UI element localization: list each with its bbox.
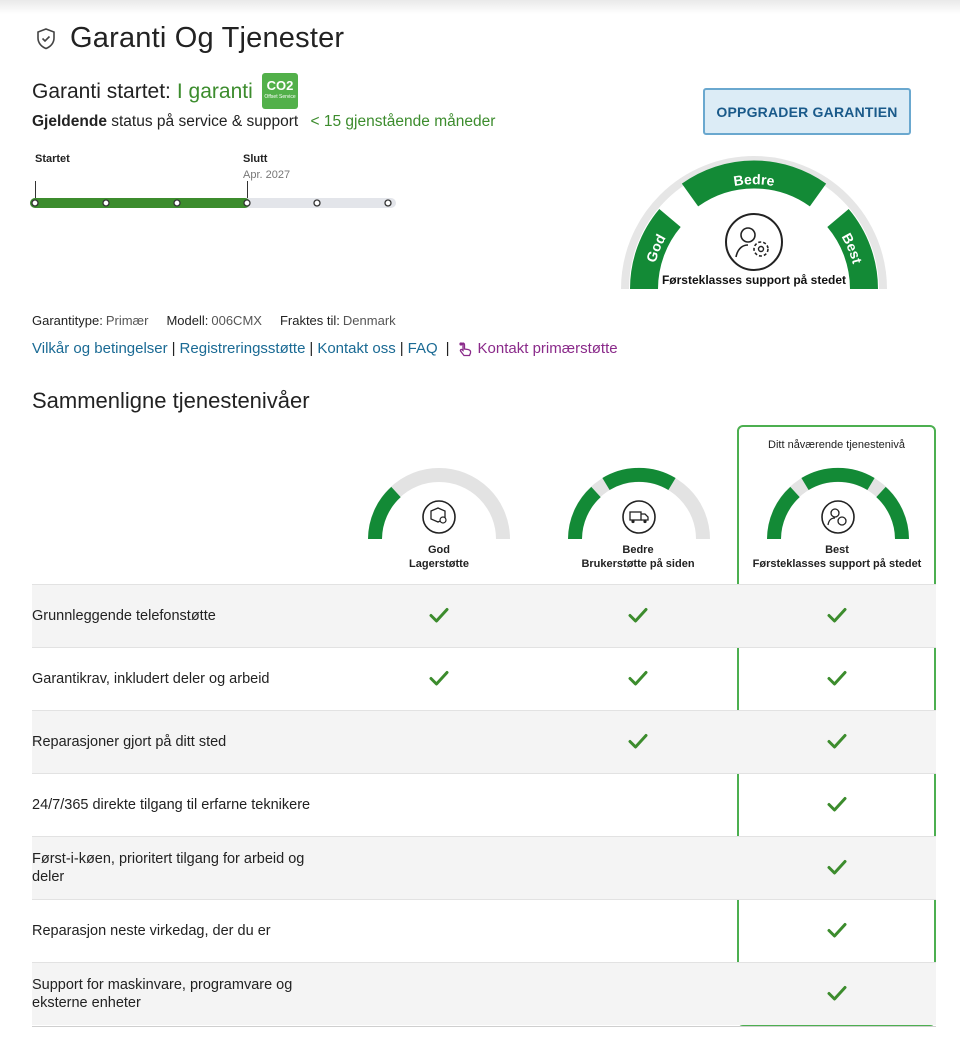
- table-row: [32, 899, 936, 962]
- level-name: Bedre: [622, 544, 654, 556]
- ship-to: [280, 313, 396, 328]
- gauge-label-best: Best: [838, 230, 866, 266]
- table-row: [32, 773, 936, 836]
- warranty-state: I garanti: [176, 80, 253, 103]
- contact-link[interactable]: Kontakt oss: [317, 340, 396, 357]
- checkmark-icon: [826, 982, 848, 1004]
- compare-title: Sammenligne tjenestenivåer: [32, 388, 310, 413]
- co2-offset-badge: [262, 73, 298, 109]
- level-best: [737, 543, 937, 571]
- timeline-start-label: Startet: [35, 153, 70, 165]
- box-gear-icon: [423, 501, 455, 533]
- feature-label: Grunnleggende telefonstøtte: [32, 608, 216, 624]
- warranty-timeline: [28, 195, 400, 213]
- warranty-type: [32, 313, 148, 328]
- timeline-end-label: Slutt: [243, 153, 268, 165]
- current-level-label: Ditt nåværende tjenestenivå: [768, 439, 905, 451]
- user-gear-icon: [822, 501, 854, 533]
- checkmark-icon: [428, 667, 450, 689]
- user-gear-icon: [726, 214, 782, 270]
- timeline-dot: [103, 200, 109, 206]
- checkmark-icon: [627, 667, 649, 689]
- registration-link[interactable]: Registreringsstøtte: [179, 340, 306, 357]
- checkmark-icon: [627, 730, 649, 752]
- feature-label: Først-i-køen, prioritert tilgang for arbeid og deler: [32, 851, 305, 885]
- level-desc: Lagerstøtte: [409, 558, 469, 570]
- feature-label: Garantikrav, inkludert deler og arbeid: [32, 671, 270, 687]
- model: [166, 313, 262, 328]
- checkmark-icon: [627, 604, 649, 626]
- co2-badge-sub: Offset Service: [264, 94, 296, 100]
- level-desc: Førsteklasses support på stedet: [752, 558, 922, 570]
- co2-badge-text: CO2: [266, 78, 294, 93]
- level-gauge-bedre: [566, 464, 712, 542]
- terms-link[interactable]: Vilkår og betingelser: [32, 340, 168, 357]
- feature-label: Support for maskinvare, programvare og eksterne enheter: [32, 977, 293, 1011]
- timeline-end-date: Apr. 2027: [243, 169, 291, 181]
- service-status: [32, 113, 495, 131]
- table-row: [32, 962, 936, 1025]
- truck-icon: [623, 501, 655, 533]
- table-row: [32, 647, 936, 710]
- feature-label: Reparasjon neste virkedag, der du er: [32, 923, 271, 939]
- feature-label: 24/7/365 direkte tilgang til erfarne teknikere: [32, 797, 311, 813]
- timeline-progress: [30, 198, 250, 208]
- gauge-label-god: God: [642, 231, 669, 265]
- link-separator: |: [171, 340, 176, 357]
- level-desc: Brukerstøtte på siden: [581, 558, 695, 570]
- level-name: Best: [825, 544, 849, 556]
- level-gauge-best: [765, 464, 911, 542]
- ship-to-value: Denmark: [342, 313, 396, 328]
- checkmark-icon: [826, 604, 848, 626]
- level-god: [339, 543, 539, 571]
- gauge-label-bedre: Bedre: [732, 171, 776, 190]
- top-shadow: [0, 0, 960, 14]
- ship-to-label: Fraktes til:: [279, 313, 340, 328]
- timeline-dot: [174, 200, 180, 206]
- table-row: [32, 710, 936, 773]
- gauge-caption: Førsteklasses support på stedet: [661, 273, 847, 287]
- level-gauge-god: [366, 464, 512, 542]
- status-bold: Gjeldende: [32, 113, 107, 130]
- warranty-started: [32, 80, 253, 104]
- checkmark-icon: [826, 730, 848, 752]
- service-level-gauge: [620, 155, 888, 297]
- warranty-type-value: Primær: [105, 313, 149, 328]
- warranty-started-label: Garanti startet:: [32, 80, 171, 103]
- checkmark-icon: [826, 667, 848, 689]
- checkmark-icon: [428, 604, 450, 626]
- checkmark-icon: [826, 793, 848, 815]
- link-separator: |: [445, 340, 450, 357]
- upgrade-warranty-button[interactable]: OPPGRADER GARANTIEN: [703, 88, 911, 135]
- checkmark-icon: [826, 856, 848, 878]
- model-label: Modell:: [166, 313, 209, 328]
- link-separator: |: [399, 340, 404, 357]
- support-links: [32, 340, 618, 357]
- product-meta: [32, 313, 414, 328]
- comparison-table: [32, 584, 936, 1025]
- timeline-dot: [244, 200, 250, 206]
- page-title: Garanti Og Tjenester: [70, 22, 345, 54]
- checkmark-icon: [826, 919, 848, 941]
- feature-label: Reparasjoner gjort på ditt sted: [32, 734, 227, 750]
- status-text: status på service & support: [111, 113, 299, 130]
- table-row: [32, 584, 936, 647]
- timeline-dot: [32, 200, 38, 206]
- shield-icon: [34, 27, 58, 51]
- table-bottom-border: [32, 1026, 936, 1027]
- timeline-dot: [314, 200, 320, 206]
- hand-pointer-icon: [458, 341, 474, 357]
- page-header: [34, 22, 344, 55]
- remaining-months: < 15 gjenstående måneder: [310, 113, 496, 130]
- table-row: [32, 836, 936, 899]
- faq-link[interactable]: FAQ: [407, 340, 438, 357]
- warranty-type-label: Garantitype:: [32, 313, 103, 328]
- timeline-dot: [385, 200, 391, 206]
- level-bedre: [538, 543, 738, 571]
- level-name: God: [428, 544, 450, 556]
- primary-support-label: Kontakt primærstøtte: [477, 340, 618, 357]
- link-separator: |: [309, 340, 314, 357]
- model-value: 006CMX: [211, 313, 262, 328]
- primary-support-link[interactable]: [458, 340, 618, 357]
